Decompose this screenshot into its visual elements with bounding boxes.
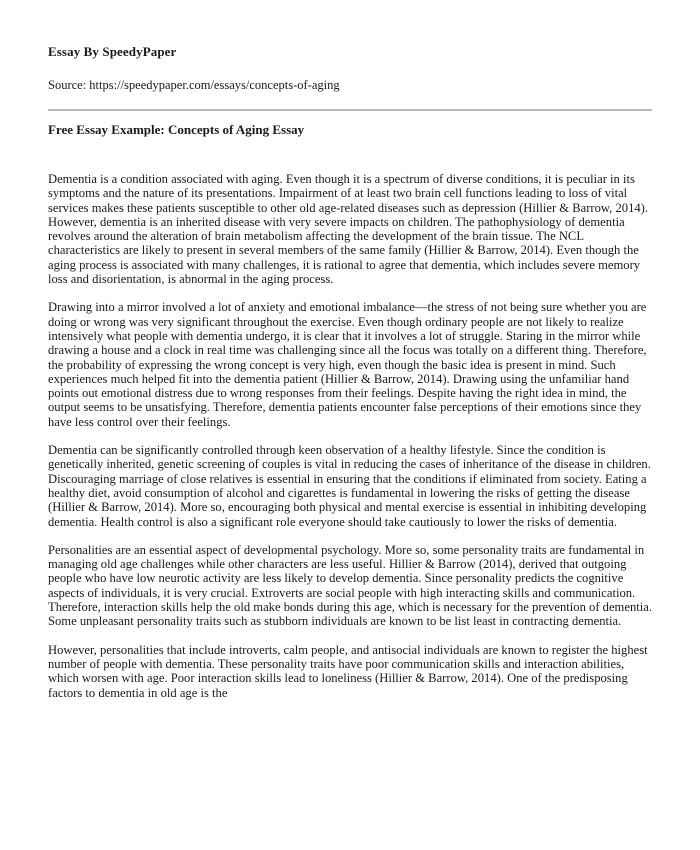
essay-paragraph-5: However, personalities that include introverts, calm people, and antisocial individuals are known to register the highest number of people with dementia. These personality traits have poor communication skills and interaction abilities, which worsen with age. Poor interaction skills lead to loneliness (Hillier & Barrow, 2014). One of the predisposing factors to dementia in old age is the — [48, 642, 648, 700]
essay-paragraph-4: Personalities are an essential aspect of developmental psychology. More so, some personality traits are fundamental in managing old age challenges while other characters are less useful. Hillier & Barrow (2014), derived that outgoing people who have low neurotic activity are less likely to develop dementia. Since personality predicts the cognitive aspects of individuals, it is very crucial. Extroverts are social people with high interacting skills and communication. Therefore, interaction skills help the old make bonds during this age, which is necessary for the prevention of dementia. Some unpleasant personality traits such as stubborn individuals are known to be list least in contracting dementia. — [48, 542, 652, 629]
source-line: Source: https://speedypaper.com/essays/concepts-of-aging — [48, 78, 340, 92]
essay-paragraph-1: Dementia is a condition associated with aging. Even though it is a spectrum of diverse conditions, it is peculiar in its symptoms and the nature of its presentations. Impairment of at least two brain cell functions leading to loss of vital services makes these patients susceptible to other old age-related diseases such as depression (Hillier & Barrow, 2014). However, dementia is an inherited disease with very severe impacts on children. The pathophysiology of dementia revolves around the alteration of brain metabolism affecting the development of the brain tissue. The NCL characteristics are likely to present in several members of the same family (Hillier & Barrow, 2014). Even though the aging process is associated with many challenges, it is rational to agree that dementia, which includes severe memory loss and disorientation, is abnormal in the aging process. — [48, 172, 649, 287]
essay-title: Free Essay Example: Concepts of Aging Essay — [48, 122, 305, 137]
header-divider — [48, 109, 652, 111]
document-header-title: Essay By SpeedyPaper — [48, 44, 177, 59]
essay-body — [48, 172, 652, 714]
essay-paragraph-3: Dementia can be significantly controlled through keen observation of a healthy lifestyle. Since the condition is genetically inherited, genetic screening of couples is vital in reducing the cases of inheritance of the disease in children. Discouraging marriage of close relatives is essential in ensuring that the conditions if eliminated from society. Eating a healthy diet, avoid consumption of alcohol and cigarettes is fundamental in lowering the risks of getting the disease (Hillier & Barrow, 2014). More so, encouraging both physical and mental exercise is essential in inhibiting developing dementia. Health control is also a significant role everyone should take cautiously to lower the risks of dementia. — [48, 443, 651, 529]
essay-paragraph-2: Drawing into a mirror involved a lot of anxiety and emotional imbalance—the stress of not being sure whether you are doing or wrong was very significant throughout the exercise. Even though ordinary people are not likely to realize intensively what people with dementia undergo, it is clear that it involves a lot of struggle. Staring in the mirror while drawing a house and a clock in real time was challenging since all the focus was totally on a different thing. Therefore, the probability of expressing the wrong concept is very high, even though the basic idea is present in mind. Such experiences much helped fit into the dementia patient (Hillier & Barrow, 2014). Drawing using the unfamiliar hand points out emotional distress due to wrong responses from their feelings. Despite having the right idea in mind, the output seems to be unsatisfying. Therefore, dementia patients encounter false perceptions of their emotions since they have less control over their feelings. — [48, 300, 647, 429]
